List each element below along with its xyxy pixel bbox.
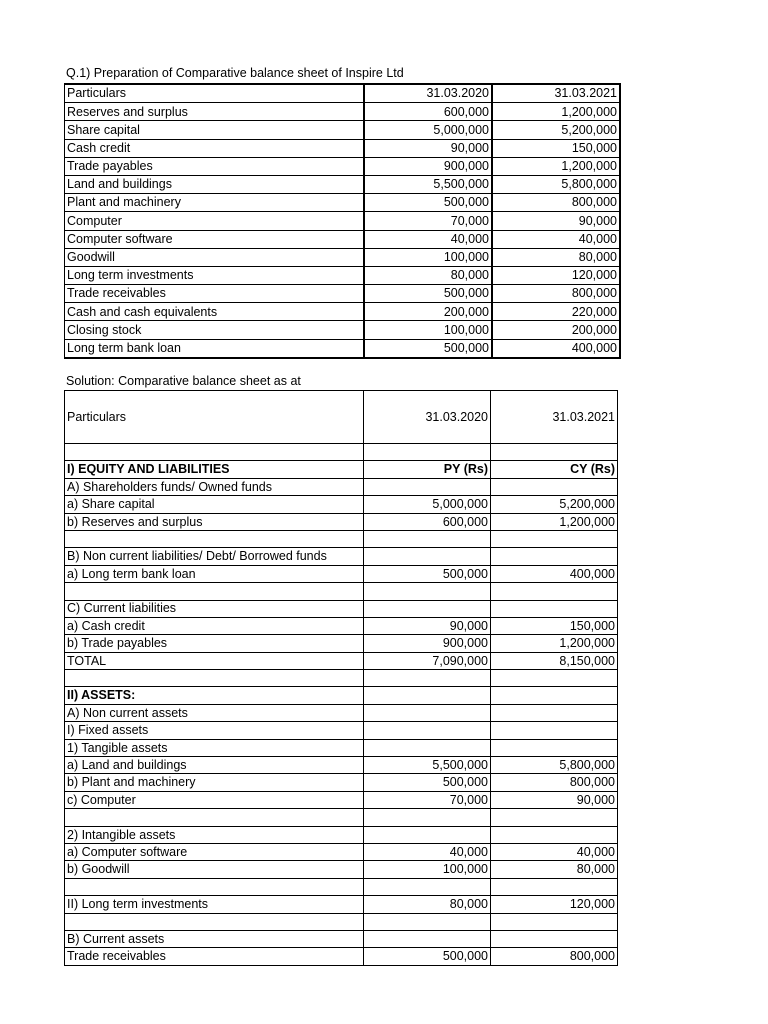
value-2020-cell: 80,000 <box>364 896 491 913</box>
value-2021-cell: 150,000 <box>492 139 620 157</box>
particulars-cell <box>65 444 364 461</box>
particulars-cell: Long term investments <box>65 266 365 284</box>
table-row <box>65 548 618 565</box>
value-2020-cell: 100,000 <box>364 248 492 266</box>
value-2020-cell: 600,000 <box>364 103 492 121</box>
particulars-cell <box>65 878 364 895</box>
value-2020-cell: PY (Rs) <box>364 461 491 478</box>
table-row <box>65 878 618 895</box>
value-2020-cell <box>364 444 491 461</box>
value-2020-cell <box>364 704 491 721</box>
value-2021-cell: 800,000 <box>492 194 620 212</box>
value-2020-cell: 500,000 <box>364 194 492 212</box>
value-2021-cell: 800,000 <box>491 948 618 965</box>
particulars-cell: Trade receivables <box>65 948 364 965</box>
value-2021-cell: 1,200,000 <box>491 635 618 652</box>
particulars-cell: B) Non current liabilities/ Debt/ Borrowed funds <box>65 548 364 565</box>
value-2020-cell <box>364 913 491 930</box>
particulars-cell: B) Current assets <box>65 930 364 947</box>
table-row <box>65 826 618 843</box>
table-row <box>65 157 621 175</box>
value-2020-cell <box>364 670 491 687</box>
particulars-cell: Reserves and surplus <box>65 103 365 121</box>
particulars-cell <box>65 670 364 687</box>
header-row <box>65 84 621 103</box>
table-row <box>65 478 618 495</box>
particulars-cell: C) Current liabilities <box>65 600 364 617</box>
table-row <box>65 285 621 303</box>
value-2020-cell: 500,000 <box>364 948 491 965</box>
value-2021-cell: 120,000 <box>491 896 618 913</box>
table-row <box>65 339 621 358</box>
value-2021-cell: CY (Rs) <box>491 461 618 478</box>
particulars-cell <box>65 583 364 600</box>
question-title: Q.1) Preparation of Comparative balance sheet of Inspire Ltd <box>66 66 404 80</box>
value-2020-cell: 500,000 <box>364 565 491 582</box>
value-2021-cell <box>491 878 618 895</box>
table-row <box>65 321 621 339</box>
value-2020-cell: 500,000 <box>364 774 491 791</box>
particulars-cell: a) Cash credit <box>65 617 364 634</box>
value-2021-cell: 80,000 <box>492 248 620 266</box>
value-2021-cell <box>491 530 618 547</box>
value-2021-cell: 90,000 <box>491 791 618 808</box>
particulars-cell: b) Plant and machinery <box>65 774 364 791</box>
table-row <box>65 896 618 913</box>
solution-table <box>64 390 618 966</box>
value-2021-cell: 1,200,000 <box>492 157 620 175</box>
value-2021-cell: 220,000 <box>492 303 620 321</box>
value-2020-cell: 500,000 <box>364 285 492 303</box>
table-row <box>65 930 618 947</box>
value-2021-cell <box>491 704 618 721</box>
particulars-cell: Plant and machinery <box>65 194 365 212</box>
value-2021-cell <box>491 913 618 930</box>
value-2021-cell <box>491 687 618 704</box>
value-2020-cell <box>364 478 491 495</box>
value-2020-cell: 90,000 <box>364 617 491 634</box>
value-2021-cell: 31.03.2021 <box>492 84 620 103</box>
table-row <box>65 444 618 461</box>
particulars-cell: Goodwill <box>65 248 365 266</box>
value-2020-cell: 900,000 <box>364 157 492 175</box>
value-2021-cell: 120,000 <box>492 266 620 284</box>
table-row <box>65 791 618 808</box>
value-2020-cell <box>364 930 491 947</box>
value-2021-cell: 5,200,000 <box>491 496 618 513</box>
table-row <box>65 670 618 687</box>
table-row <box>65 248 621 266</box>
value-2021-cell: 90,000 <box>492 212 620 230</box>
table-row <box>65 266 621 284</box>
particulars-cell: TOTAL <box>65 652 364 669</box>
table-row <box>65 617 618 634</box>
value-2020-cell <box>364 826 491 843</box>
value-2021-cell <box>491 739 618 756</box>
value-2020-cell: 100,000 <box>364 861 491 878</box>
value-2021-cell: 200,000 <box>492 321 620 339</box>
value-2021-cell: 150,000 <box>491 617 618 634</box>
table-row <box>65 496 618 513</box>
particulars-cell: A) Non current assets <box>65 704 364 721</box>
table-row <box>65 948 618 965</box>
value-2020-cell: 5,500,000 <box>364 757 491 774</box>
value-2021-cell: 5,200,000 <box>492 121 620 139</box>
value-2020-cell <box>364 687 491 704</box>
particulars-cell: c) Computer <box>65 791 364 808</box>
value-2020-cell <box>364 809 491 826</box>
particulars-cell: Closing stock <box>65 321 365 339</box>
value-2020-cell: 40,000 <box>364 230 492 248</box>
particulars-cell: a) Land and buildings <box>65 757 364 774</box>
value-2021-cell: 1,200,000 <box>491 513 618 530</box>
value-2021-cell: 400,000 <box>492 339 620 358</box>
value-2020-cell: 600,000 <box>364 513 491 530</box>
table-row <box>65 757 618 774</box>
value-2020-cell: 5,500,000 <box>364 175 492 193</box>
value-2021-cell: 31.03.2021 <box>491 391 618 444</box>
particulars-cell <box>65 809 364 826</box>
table-row <box>65 194 621 212</box>
particulars-cell: Particulars <box>65 391 364 444</box>
table-row <box>65 139 621 157</box>
value-2020-cell: 31.03.2020 <box>364 391 491 444</box>
value-2021-cell: 5,800,000 <box>491 757 618 774</box>
header-row <box>65 391 618 444</box>
particulars-cell: Computer software <box>65 230 365 248</box>
value-2021-cell <box>491 548 618 565</box>
value-2021-cell <box>491 444 618 461</box>
particulars-cell: II) Long term investments <box>65 896 364 913</box>
particulars-cell: a) Computer software <box>65 843 364 860</box>
table-row <box>65 175 621 193</box>
value-2021-cell: 40,000 <box>492 230 620 248</box>
particulars-cell: 2) Intangible assets <box>65 826 364 843</box>
particulars-cell: 1) Tangible assets <box>65 739 364 756</box>
particulars-cell: I) Fixed assets <box>65 722 364 739</box>
table-row <box>65 635 618 652</box>
particulars-cell: Particulars <box>65 84 365 103</box>
value-2020-cell: 7,090,000 <box>364 652 491 669</box>
particulars-cell: A) Shareholders funds/ Owned funds <box>65 478 364 495</box>
particulars-cell: Land and buildings <box>65 175 365 193</box>
table-row <box>65 565 618 582</box>
table-row <box>65 303 621 321</box>
particulars-cell: I) EQUITY AND LIABILITIES <box>65 461 364 478</box>
value-2020-cell: 5,000,000 <box>364 496 491 513</box>
table-row <box>65 103 621 121</box>
value-2020-cell <box>364 530 491 547</box>
value-2020-cell: 5,000,000 <box>364 121 492 139</box>
table-row <box>65 600 618 617</box>
value-2021-cell <box>491 670 618 687</box>
particulars-cell: b) Trade payables <box>65 635 364 652</box>
particulars-cell: Share capital <box>65 121 365 139</box>
table-row <box>65 461 618 478</box>
table-row <box>65 583 618 600</box>
value-2021-cell: 1,200,000 <box>492 103 620 121</box>
solution-title: Solution: Comparative balance sheet as at <box>66 374 301 388</box>
table-row <box>65 774 618 791</box>
particulars-cell <box>65 530 364 547</box>
table-row <box>65 652 618 669</box>
table-row <box>65 843 618 860</box>
table-row <box>65 704 618 721</box>
particulars-cell: Long term bank loan <box>65 339 365 358</box>
value-2021-cell: 80,000 <box>491 861 618 878</box>
table-row <box>65 861 618 878</box>
particulars-cell: II) ASSETS: <box>65 687 364 704</box>
table-row <box>65 530 618 547</box>
value-2021-cell: 800,000 <box>491 774 618 791</box>
value-2021-cell: 400,000 <box>491 565 618 582</box>
value-2020-cell <box>364 739 491 756</box>
particulars-cell: Cash and cash equivalents <box>65 303 365 321</box>
value-2020-cell: 70,000 <box>364 791 491 808</box>
particulars-cell: a) Long term bank loan <box>65 565 364 582</box>
table-row <box>65 739 618 756</box>
value-2020-cell: 40,000 <box>364 843 491 860</box>
particulars-cell: b) Reserves and surplus <box>65 513 364 530</box>
value-2020-cell <box>364 722 491 739</box>
value-2020-cell <box>364 548 491 565</box>
value-2020-cell: 500,000 <box>364 339 492 358</box>
value-2021-cell <box>491 809 618 826</box>
particulars-cell: Cash credit <box>65 139 365 157</box>
value-2020-cell: 200,000 <box>364 303 492 321</box>
value-2021-cell <box>491 826 618 843</box>
particulars-cell: a) Share capital <box>65 496 364 513</box>
value-2021-cell <box>491 583 618 600</box>
table-row <box>65 809 618 826</box>
value-2020-cell <box>364 878 491 895</box>
value-2021-cell: 5,800,000 <box>492 175 620 193</box>
table-row <box>65 913 618 930</box>
table-row <box>65 687 618 704</box>
value-2020-cell: 90,000 <box>364 139 492 157</box>
value-2020-cell: 31.03.2020 <box>364 84 492 103</box>
value-2020-cell <box>364 583 491 600</box>
value-2021-cell: 8,150,000 <box>491 652 618 669</box>
value-2020-cell: 900,000 <box>364 635 491 652</box>
value-2021-cell: 40,000 <box>491 843 618 860</box>
table-row <box>65 513 618 530</box>
particulars-cell: Computer <box>65 212 365 230</box>
value-2020-cell <box>364 600 491 617</box>
particulars-cell <box>65 913 364 930</box>
question-table <box>64 83 621 359</box>
value-2020-cell: 70,000 <box>364 212 492 230</box>
value-2021-cell <box>491 478 618 495</box>
value-2021-cell <box>491 722 618 739</box>
value-2021-cell: 800,000 <box>492 285 620 303</box>
value-2021-cell <box>491 930 618 947</box>
particulars-cell: Trade receivables <box>65 285 365 303</box>
table-row <box>65 722 618 739</box>
particulars-cell: Trade payables <box>65 157 365 175</box>
table-row <box>65 230 621 248</box>
value-2020-cell: 80,000 <box>364 266 492 284</box>
table-row <box>65 121 621 139</box>
value-2020-cell: 100,000 <box>364 321 492 339</box>
table-row <box>65 212 621 230</box>
particulars-cell: b) Goodwill <box>65 861 364 878</box>
value-2021-cell <box>491 600 618 617</box>
